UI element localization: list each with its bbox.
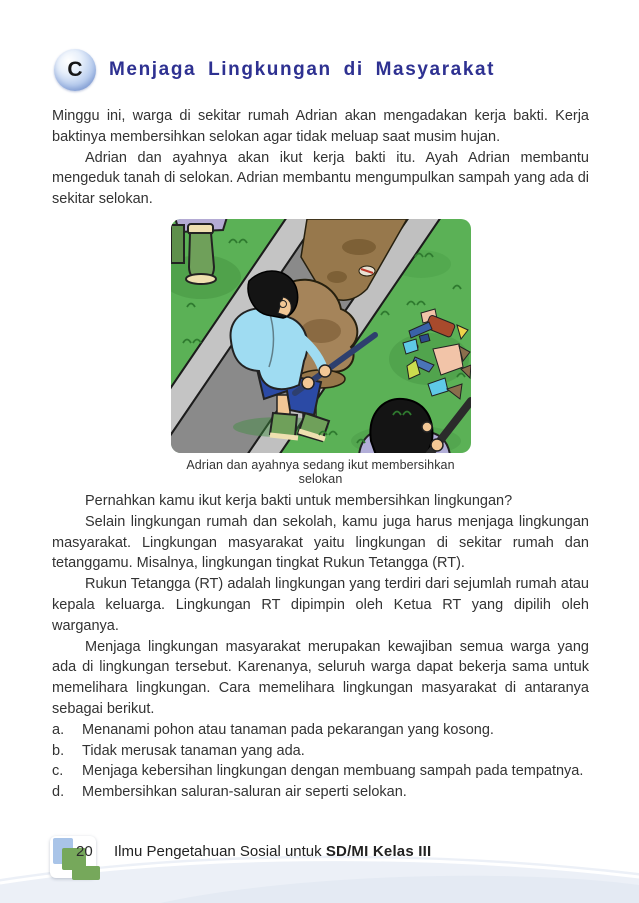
page-content	[52, 106, 589, 803]
section-header	[54, 49, 495, 91]
footer-page-number: 20	[76, 843, 93, 860]
footer-book-title-bold: SD/MI Kelas III	[325, 843, 432, 860]
list-item-text: Menjaga kebersihan lingkungan dengan membuang sampah pada tempatnya.	[82, 763, 584, 780]
page-title: Menjaga Lingkungan di Masyarakat	[109, 59, 496, 80]
section-badge	[54, 49, 96, 91]
paragraph: Selain lingkungan rumah dan sekolah, kamu juga harus menjaga lingkungan masyarakat. Lingkungan masyarakat yaitu lingkungan di sekitar rumah dan tetanggamu. Misalnya, lingkungan tingkat Rukun Tetangga (RT).	[52, 513, 589, 572]
paragraph: Rukun Tetangga (RT) adalah lingkungan yang terdiri dari sejumlah rumah atau kepala keluarga. Lingkungan RT dipimpin oleh Ketua RT yang dipilih oleh warganya.	[52, 576, 589, 634]
footer-book-title-regular: Ilmu Pengetahuan Sosial untuk	[114, 843, 322, 860]
list-marker: b.	[52, 742, 65, 759]
figure-caption: Adrian dan ayahnya sedang ikut membersihkan selokan	[186, 457, 455, 486]
page-footer	[0, 832, 639, 890]
paragraph: Minggu ini, warga di sekitar rumah Adrian akan mengadakan kerja bakti. Kerja baktinya membersihkan selokan agar tidak meluap saat musim hujan.	[52, 108, 589, 145]
gutter-cleaning-illustration	[171, 219, 471, 453]
section-label: C	[67, 58, 83, 81]
list-item	[52, 741, 589, 762]
figure	[171, 219, 471, 486]
list-marker: d.	[52, 784, 65, 801]
list-item	[52, 782, 589, 803]
footer-book-title	[114, 843, 431, 860]
figure-illustration	[171, 219, 471, 453]
list-marker: a.	[52, 721, 65, 738]
footer-decoration-green-bar	[72, 866, 100, 880]
list-marker: c.	[52, 763, 64, 780]
list-item-text: Membersihkan saluran-saluran air seperti selokan.	[82, 784, 407, 801]
list-item-text: Menanami pohon atau tanaman pada pekarangan yang kosong.	[82, 721, 494, 738]
list	[52, 720, 589, 803]
list-item-text: Tidak merusak tanaman yang ada.	[82, 742, 305, 759]
list-item	[52, 720, 589, 741]
paragraph: Menjaga lingkungan masyarakat merupakan kewajiban semua warga yang ada di lingkungan tersebut. Karenanya, seluruh warga dapat bekerja sama untuk memelihara lingkungan. Cara memelihara lingkungan masyarakat di antaranya sebagai berikut.	[52, 638, 589, 717]
paragraph: Pernahkan kamu ikut kerja bakti untuk membersihkan lingkungan?	[85, 492, 513, 509]
paragraph: Adrian dan ayahnya akan ikut kerja bakti itu. Ayah Adrian membantu mengeduk tanah di selokan. Adrian membantu mengumpulkan sampah yang ada di sekitar selokan.	[52, 149, 589, 208]
list-item	[52, 761, 589, 782]
